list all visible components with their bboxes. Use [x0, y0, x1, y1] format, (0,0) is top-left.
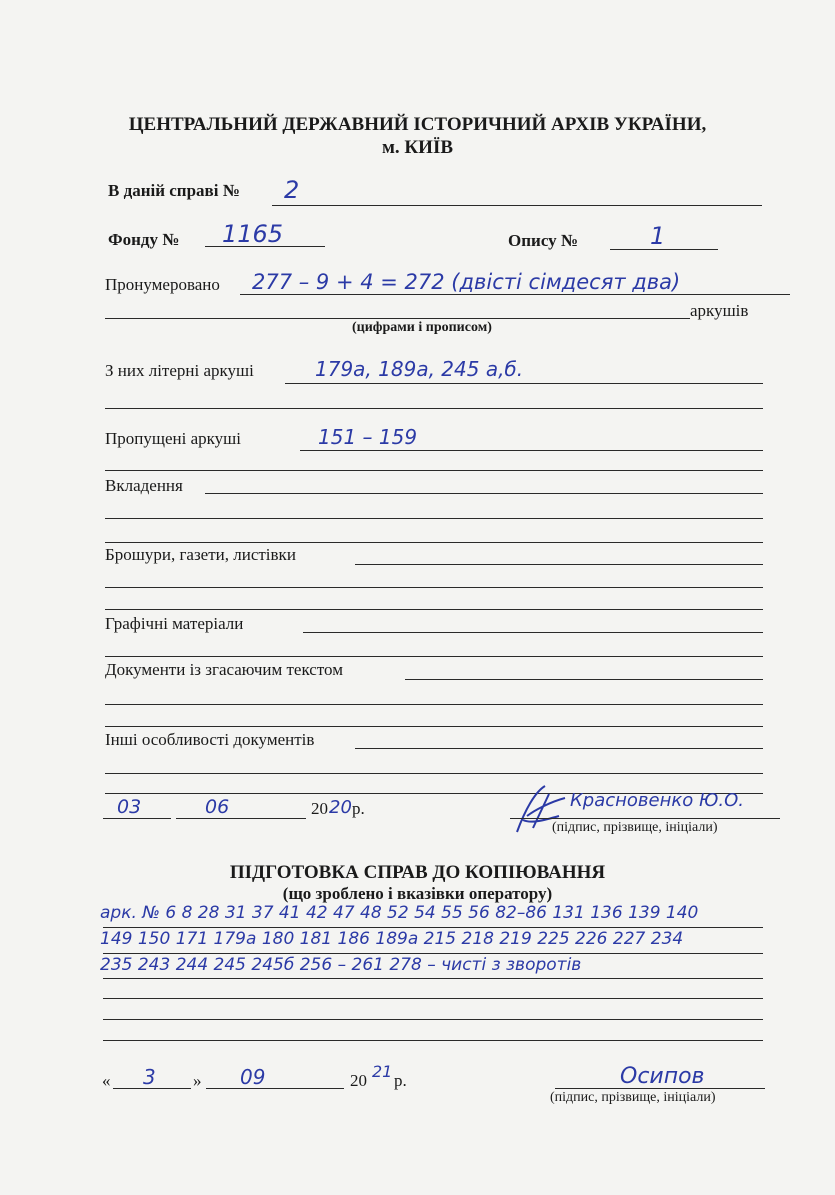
fading-line-3	[105, 726, 763, 727]
graphics-label: Графічні матеріали	[105, 614, 244, 633]
brochures-line-3	[105, 609, 763, 610]
missing-sheets-line-1	[300, 450, 763, 451]
attachments-label: Вкладення	[105, 476, 183, 495]
date1-month-line	[176, 818, 306, 819]
archive-city: м. КИЇВ	[381, 137, 454, 158]
brochures-line-1	[355, 564, 763, 565]
copy-section-subtitle: (що зроблено і вказівки оператору)	[282, 884, 553, 903]
notes-text-2: 149 150 171 179а 180 181 186 189а 215 218 219 225 226 227 234	[100, 929, 684, 949]
date1-year-prefix: 20	[311, 799, 328, 818]
graphics-line-1	[303, 632, 763, 633]
notes-line-6	[103, 1040, 763, 1041]
letter-sheets-label: З них літерні аркуші	[105, 361, 254, 380]
date1-day-line	[103, 818, 171, 819]
letter-sheets-value: 179а, 189а, 245 а,б.	[315, 357, 524, 381]
attachments-line-1	[205, 493, 763, 494]
missing-sheets-value: 151 – 159	[318, 425, 418, 449]
missing-sheets-line-2	[105, 470, 763, 471]
brochures-line-2	[105, 587, 763, 588]
date2-day: 3	[143, 1065, 156, 1089]
numbered-caption: (цифрами і прописом)	[352, 320, 492, 335]
signature-1-line	[510, 818, 780, 819]
other-line-2	[105, 773, 763, 774]
notes-line-5	[103, 1019, 763, 1020]
fading-line-1	[405, 679, 763, 680]
numbered-label: Пронумеровано	[105, 275, 220, 294]
case-label: В даній справі №	[108, 181, 240, 200]
signature-2-caption: (підпис, прізвище, ініціали)	[550, 1090, 716, 1105]
notes-text-3: 235 243 244 245 245б 256 – 261 278 – чисті з зворотів	[100, 955, 582, 975]
date2-open-quote: «	[102, 1071, 111, 1090]
case-line	[272, 205, 762, 206]
attachments-line-3	[105, 542, 763, 543]
opys-label: Опису №	[508, 231, 578, 250]
sheets-suffix: аркушів	[690, 301, 749, 320]
graphics-line-2	[105, 656, 763, 657]
brochures-label: Брошури, газети, листівки	[105, 545, 296, 564]
date1-year-suffix: 20	[329, 797, 352, 818]
signature-2-line	[555, 1088, 765, 1089]
signature-1-name: Красновенко Ю.О.	[570, 790, 745, 811]
opys-value: 1	[650, 222, 666, 250]
fading-label: Документи із згасаючим текстом	[105, 660, 343, 679]
fading-line-2	[105, 704, 763, 705]
date2-month-line	[206, 1088, 344, 1089]
archive-name: ЦЕНТРАЛЬНИЙ ДЕРЖАВНИЙ ІСТОРИЧНИЙ АРХІВ УКРАЇНИ,	[128, 114, 707, 135]
date2-year-prefix: 20	[350, 1071, 367, 1090]
date1-month: 06	[205, 796, 230, 818]
notes-text-1: арк. № 6 8 28 31 37 41 42 47 48 52 54 55 56 82–86 131 136 139 140	[100, 903, 699, 923]
other-label: Інші особливості документів	[105, 730, 315, 749]
date1-day: 03	[117, 796, 142, 818]
signature-1-caption: (підпис, прізвище, ініціали)	[552, 820, 718, 835]
notes-line-4	[103, 998, 763, 999]
fond-value: 1165	[222, 220, 284, 248]
missing-sheets-label: Пропущені аркуші	[105, 429, 241, 448]
numbered-line-1	[240, 294, 790, 295]
notes-line-3	[103, 978, 763, 979]
fond-label: Фонду №	[108, 230, 180, 249]
attachments-line-2	[105, 518, 763, 519]
case-value: 2	[284, 176, 300, 204]
numbered-line-2	[105, 318, 690, 319]
date1-suffix: р.	[352, 799, 365, 818]
date2-suffix: р.	[394, 1071, 407, 1090]
date2-close-quote: »	[193, 1071, 202, 1090]
numbered-value: 277 – 9 + 4 = 272 (двісті сімдесят два)	[252, 270, 681, 294]
date2-year-suffix: 21	[372, 1062, 393, 1081]
copy-section-title: ПІДГОТОВКА СПРАВ ДО КОПІЮВАННЯ	[229, 862, 606, 883]
notes-line-2	[103, 953, 763, 954]
letter-sheets-line-2	[105, 408, 763, 409]
date2-month: 09	[240, 1065, 266, 1089]
other-line-1	[355, 748, 763, 749]
notes-line-1	[103, 927, 763, 928]
signature-2-name: Осипов	[620, 1064, 705, 1089]
letter-sheets-line-1	[285, 383, 763, 384]
